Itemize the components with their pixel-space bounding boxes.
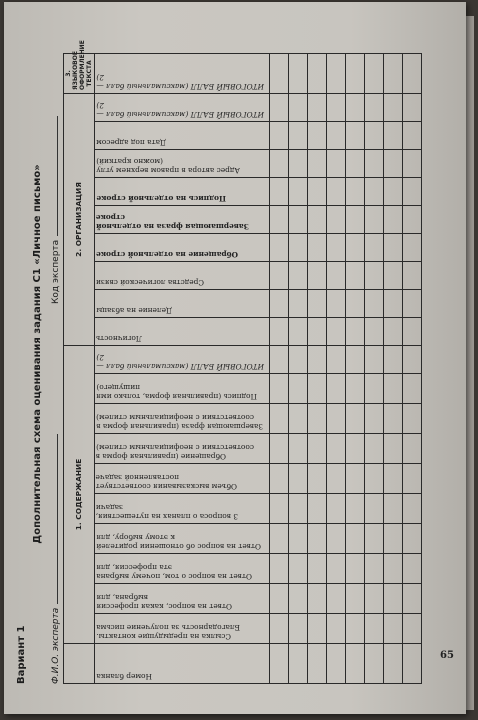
- criterion-cell: Обращение на отдельной строке: [95, 233, 270, 261]
- table-cell: [384, 261, 403, 289]
- table-cell: [308, 554, 327, 584]
- page-number: 65: [440, 650, 454, 661]
- table-cell: [346, 149, 365, 177]
- table-cell: [403, 233, 422, 261]
- table-cell: [308, 53, 327, 93]
- table-cell: [327, 289, 346, 317]
- table-cell: [289, 345, 308, 373]
- criterion-cell: Завершающая фраза на отдельной строке: [95, 205, 270, 233]
- table-cell: [346, 261, 365, 289]
- table-cell: [403, 177, 422, 205]
- table-cell: [403, 554, 422, 584]
- table-cell: [346, 614, 365, 644]
- criterion-cell: Ответ на вопрос, какая профессия выбрана, для: [95, 584, 270, 614]
- table-cell: [384, 121, 403, 149]
- table-cell: [384, 177, 403, 205]
- table-cell: [365, 289, 384, 317]
- row-label: Номер бланка: [96, 672, 152, 681]
- table-row: [384, 53, 403, 683]
- table-cell: [384, 584, 403, 614]
- table-cell: [346, 345, 365, 373]
- table-cell: [289, 261, 308, 289]
- table-cell: [384, 524, 403, 554]
- expert-name-field: [48, 434, 61, 684]
- section-organization: 2. ОРГАНИЗАЦИЯ: [64, 93, 95, 345]
- table-cell: [270, 177, 289, 205]
- table-cell: [403, 584, 422, 614]
- table-cell: [346, 554, 365, 584]
- table-cell: [384, 554, 403, 584]
- table-cell: [365, 404, 384, 434]
- table-cell: [308, 404, 327, 434]
- expert-code-label: Код эксперта: [51, 239, 61, 304]
- criterion-cell: Подпись на отдельной строке: [95, 177, 270, 205]
- table-cell: [289, 584, 308, 614]
- table-cell: [346, 53, 365, 93]
- table-cell: [270, 93, 289, 121]
- page-edge: [466, 16, 474, 710]
- table-cell: [384, 233, 403, 261]
- criterion-cell: Ответ на вопрос об отношении родителей к этому выбору, для: [95, 524, 270, 554]
- table-cell: [384, 434, 403, 464]
- table-cell: [327, 205, 346, 233]
- table-cell: [327, 434, 346, 464]
- table-cell: [270, 53, 289, 93]
- table-cell: [403, 121, 422, 149]
- table-cell: [365, 374, 384, 404]
- table-cell: [346, 494, 365, 524]
- criterion-cell: Обращение (правильная форма в соответствии с неофициальным стилем): [95, 434, 270, 464]
- table-cell: [365, 53, 384, 93]
- criterion-cell: Объем высказывания соответствует поставленной задаче: [95, 464, 270, 494]
- table-cell: [365, 177, 384, 205]
- table-cell: [327, 524, 346, 554]
- criterion-cell: Адрес автора в правом верхнем углу (можно краткий): [95, 149, 270, 177]
- table-cell: [289, 464, 308, 494]
- table-cell: [270, 317, 289, 345]
- section-header-row: [64, 53, 95, 683]
- total-score-cell: ИТОГОВЫЙ БАЛЛ (максимальный балл — 2): [95, 345, 270, 373]
- table-cell: [327, 584, 346, 614]
- table-cell: [327, 644, 346, 684]
- table-cell: [403, 93, 422, 121]
- table-cell: [289, 93, 308, 121]
- table-cell: [403, 644, 422, 684]
- table-cell: [403, 614, 422, 644]
- table-row: [270, 53, 289, 683]
- table-cell: [327, 464, 346, 494]
- rotated-content: [10, 24, 430, 684]
- table-cell: [346, 93, 365, 121]
- table-row: [403, 53, 422, 683]
- table-cell: [270, 434, 289, 464]
- expert-name-line: [48, 434, 58, 604]
- table-row: [308, 53, 327, 683]
- table-cell: [327, 404, 346, 434]
- table-cell: [308, 494, 327, 524]
- table-cell: [346, 317, 365, 345]
- table-cell: [289, 233, 308, 261]
- table-cell: [289, 644, 308, 684]
- table-cell: [346, 464, 365, 494]
- criterion-cell: Дата под адресом: [95, 121, 270, 149]
- table-cell: [308, 121, 327, 149]
- table-cell: [403, 289, 422, 317]
- table-cell: [327, 374, 346, 404]
- table-cell: [346, 233, 365, 261]
- table-cell: [403, 524, 422, 554]
- table-cell: [346, 121, 365, 149]
- page-title: Дополнительная схема оценивания задания С1 «Личное письмо»: [32, 164, 43, 544]
- table-cell: [270, 644, 289, 684]
- table-cell: [308, 93, 327, 121]
- table-cell: [270, 233, 289, 261]
- total-score-cell: ИТОГОВЫЙ БАЛЛ (максимальный балл — 2): [95, 53, 270, 93]
- table-cell: [308, 233, 327, 261]
- table-cell: [346, 374, 365, 404]
- table-cell: [327, 177, 346, 205]
- table-cell: [270, 149, 289, 177]
- table-cell: [270, 205, 289, 233]
- table-cell: [308, 261, 327, 289]
- table-cell: [327, 261, 346, 289]
- table-cell: [289, 374, 308, 404]
- evaluation-table: [63, 40, 422, 684]
- table-cell: [384, 644, 403, 684]
- table-cell: [365, 121, 384, 149]
- table-cell: [270, 554, 289, 584]
- table-cell: [384, 289, 403, 317]
- table-cell: [327, 233, 346, 261]
- table-cell: [289, 494, 308, 524]
- table-cell: [289, 121, 308, 149]
- criterion-cell: Ответ на вопрос о том, почему выбрана эта профессия, для: [95, 554, 270, 584]
- table-cell: [308, 289, 327, 317]
- table-cell: [365, 233, 384, 261]
- table-cell: [384, 464, 403, 494]
- table-cell: [365, 464, 384, 494]
- expert-code-line: [48, 116, 58, 236]
- table-cell: [403, 374, 422, 404]
- table-cell: [384, 149, 403, 177]
- table-cell: [403, 53, 422, 93]
- table-cell: [365, 554, 384, 584]
- table-cell: [365, 317, 384, 345]
- table-row: [289, 53, 308, 683]
- table-cell: [289, 53, 308, 93]
- table-cell: [346, 404, 365, 434]
- expert-code-field: [48, 116, 61, 304]
- expert-name-label: Ф.И.О. эксперта: [51, 607, 61, 684]
- table-cell: [270, 584, 289, 614]
- table-cell: [365, 205, 384, 233]
- table-cell: [270, 614, 289, 644]
- table-cell: [308, 205, 327, 233]
- table-cell: [365, 524, 384, 554]
- table-cell: [308, 464, 327, 494]
- table-cell: [327, 494, 346, 524]
- table-cell: [289, 434, 308, 464]
- table-cell: [270, 464, 289, 494]
- table-cell: [289, 177, 308, 205]
- table-cell: [270, 121, 289, 149]
- table-cell: [327, 614, 346, 644]
- table-cell: [308, 374, 327, 404]
- table-cell: [365, 434, 384, 464]
- table-cell: [365, 345, 384, 373]
- table-cell: [270, 345, 289, 373]
- table-cell: [384, 404, 403, 434]
- table-cell: [384, 614, 403, 644]
- table-cell: [327, 554, 346, 584]
- table-cell: [270, 261, 289, 289]
- table-cell: [384, 53, 403, 93]
- table-cell: [289, 289, 308, 317]
- criterion-cell: Ссылка на предыдущие контакты. Благодарность за получение письма: [95, 614, 270, 644]
- table-cell: [346, 524, 365, 554]
- table-cell: [327, 53, 346, 93]
- table-cell: [289, 614, 308, 644]
- criteria-row: [95, 53, 270, 683]
- table-cell: [384, 345, 403, 373]
- table-cell: [308, 644, 327, 684]
- table-cell: [327, 149, 346, 177]
- document-page: [4, 2, 466, 714]
- criterion-cell: Средства логической связи: [95, 261, 270, 289]
- table-cell: [403, 205, 422, 233]
- table-cell: [403, 434, 422, 464]
- criterion-cell: Логичность: [95, 317, 270, 345]
- table-cell: [346, 644, 365, 684]
- criterion-cell: 3 вопроса о планах на путешествия, задачи: [95, 494, 270, 524]
- table-cell: [365, 494, 384, 524]
- table-cell: [270, 524, 289, 554]
- table-row: [346, 53, 365, 683]
- table-cell: [346, 205, 365, 233]
- variant-label: Вариант 1: [16, 625, 27, 684]
- table-cell: [289, 149, 308, 177]
- table-cell: [365, 614, 384, 644]
- table-cell: [346, 289, 365, 317]
- table-cell: [327, 345, 346, 373]
- table-cell: [403, 317, 422, 345]
- criterion-cell: Завершающая фраза (правильная форма в соответствии с неофициальным стилем): [95, 404, 270, 434]
- table-cell: [270, 494, 289, 524]
- table-cell: [308, 524, 327, 554]
- table-cell: [346, 177, 365, 205]
- table-cell: [308, 177, 327, 205]
- table-cell: [384, 205, 403, 233]
- criterion-cell: Деление на абзацы: [95, 289, 270, 317]
- table-cell: [403, 149, 422, 177]
- table-cell: [365, 93, 384, 121]
- total-score-cell: ИТОГОВЫЙ БАЛЛ (максимальный балл — 2): [95, 93, 270, 121]
- table-row: [365, 53, 384, 683]
- corner-cell: [64, 644, 95, 684]
- table-cell: [365, 644, 384, 684]
- row-label-cell: [95, 644, 270, 684]
- table-row: [327, 53, 346, 683]
- table-cell: [270, 289, 289, 317]
- table-cell: [384, 317, 403, 345]
- table-cell: [289, 317, 308, 345]
- table-cell: [384, 494, 403, 524]
- table-cell: [403, 494, 422, 524]
- table-cell: [308, 317, 327, 345]
- section-language: 3. ЯЗЫКОВОЕ ОФОРМЛЕНИЕ ТЕКСТА: [64, 53, 95, 93]
- table-cell: [365, 584, 384, 614]
- table-cell: [365, 261, 384, 289]
- table-cell: [289, 205, 308, 233]
- table-cell: [365, 149, 384, 177]
- table-cell: [384, 93, 403, 121]
- table-cell: [403, 345, 422, 373]
- section-content: 1. СОДЕРЖАНИЕ: [64, 345, 95, 643]
- table-cell: [270, 404, 289, 434]
- table-cell: [327, 317, 346, 345]
- table-cell: [327, 93, 346, 121]
- table-cell: [327, 121, 346, 149]
- table-cell: [289, 524, 308, 554]
- criterion-cell: Подпись (правильная форма, только имя пишущего): [95, 374, 270, 404]
- table-cell: [403, 404, 422, 434]
- table-cell: [308, 345, 327, 373]
- table-cell: [403, 261, 422, 289]
- table-cell: [289, 554, 308, 584]
- table-cell: [403, 464, 422, 494]
- table-cell: [308, 149, 327, 177]
- table-cell: [308, 434, 327, 464]
- table-cell: [346, 584, 365, 614]
- table-cell: [270, 374, 289, 404]
- table-cell: [308, 614, 327, 644]
- table-cell: [384, 374, 403, 404]
- table-cell: [289, 404, 308, 434]
- table-cell: [308, 584, 327, 614]
- table-cell: [346, 434, 365, 464]
